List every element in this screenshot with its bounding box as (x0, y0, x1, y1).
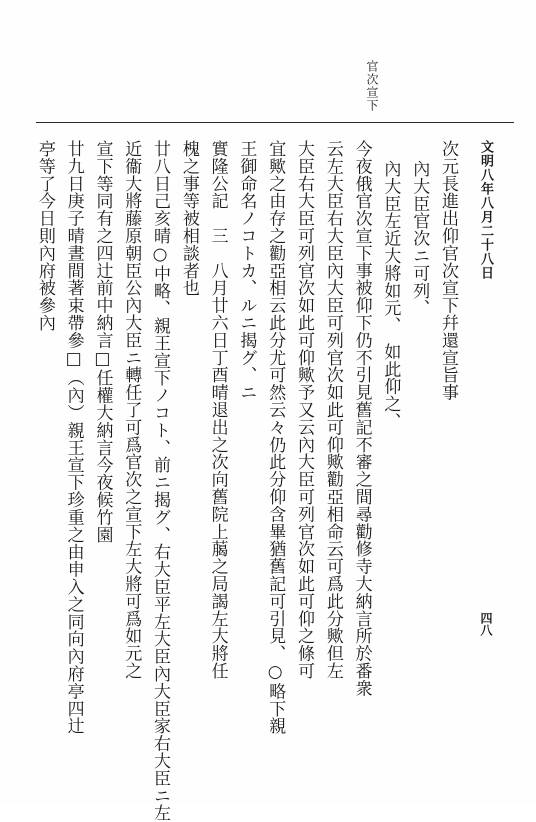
text-column: 宣下等同有之四辻前中納言□任權大納言今夜候竹園 (92, 140, 113, 544)
text-column: 廿九日庚子晴晝間著束帶參□（內）親王宣下珍重之由申入之同向內府亭四辻 (63, 140, 84, 735)
running-title: 官次宣下 (365, 60, 379, 112)
text-column: 大臣右大臣可列官次如此可仰歟予又云內大臣可列官次如此可仰之條可 (294, 140, 315, 680)
text-column: 內大臣官次ニ可列、 (409, 160, 430, 317)
body-text (30, 140, 462, 822)
header-rule (36, 122, 514, 123)
text-column: 今夜俄官次宣下事被仰下仍不引見舊記不審之間尋勸修寺大納言所於番衆 (351, 140, 372, 697)
text-column: 次元長進出仰官次宣下幷還宣旨事 (438, 140, 458, 401)
text-column: 廿八日己亥晴○中略、親王宣下ノコト、前ニ揭グ、右大臣平左大臣內大臣家右大臣ニ左 (150, 140, 171, 822)
text-column: 云左大臣右大臣內大臣可列官次如此可仰歟勸亞相命云可爲此分歟但左 (322, 140, 343, 680)
date-heading: 文明八年八月二十八日 (478, 140, 493, 280)
text-column: 槐之事等被相談者也 (178, 140, 199, 297)
text-column: 近衞大將藤原朝臣公內大臣ニ轉任了可爲官次之宣下左大將可爲如元之 (121, 140, 142, 680)
text-column: 內大臣左近大將如元、 如此仰之、 (380, 160, 401, 430)
text-column: 亭等了今日則內府被參內 (34, 140, 55, 332)
page-number: 四八 (479, 612, 493, 636)
text-column: 王御命名ノコトカ、ルニ揭グ、ニ (236, 140, 257, 401)
text-column: 宜歟之由存之勸亞相云此分尤可然云々仍此分仰含畢猶舊記可引見、○略下親 (265, 140, 286, 735)
text-column: 實隆公記 三 八月廿六日丁酉晴退出之次向舊院上﨟之局謁左大將任 (207, 140, 228, 680)
